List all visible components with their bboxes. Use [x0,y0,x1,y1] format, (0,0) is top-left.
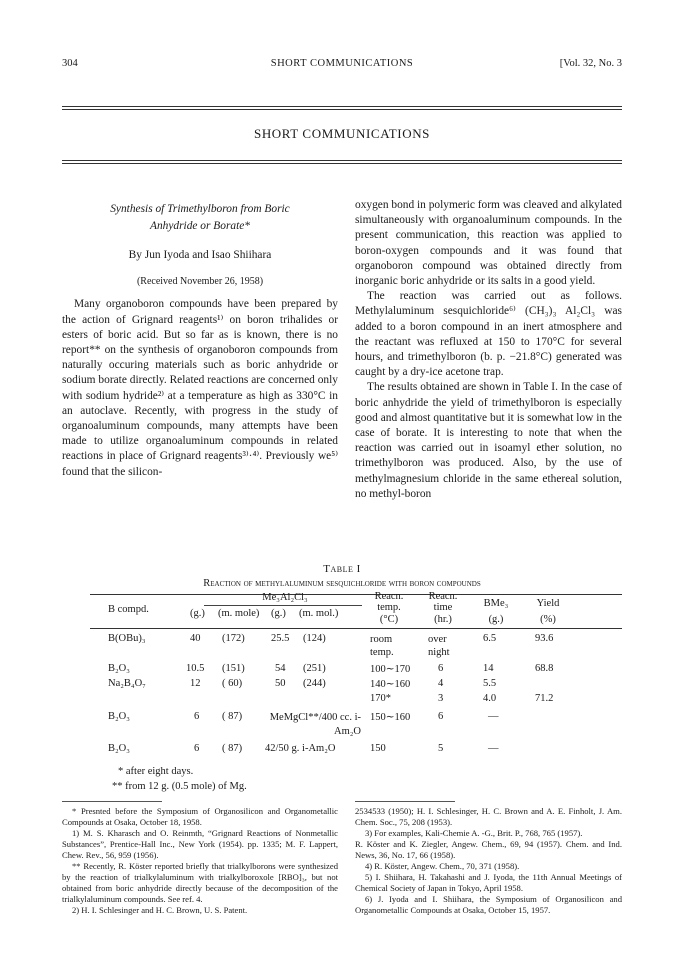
col-header-mmol: (m. mol.) [299,608,339,619]
body-paragraph: The results obtained are shown in Table I. In the case of boric anhydride the yield of trimethylboron is especially good and almost quantitative but it is somewhat low in the case of borate. It is interesting to note that when the reaction was carried out in isoamyl ether solution, no trimethylboron was produced. Also, by the use of methylmagnesium chloride in the same ethereal solution, no methyl-boron [355,381,622,500]
footnote-rule-left [62,801,162,802]
col-header-bme3: BMe₃ [483,598,509,609]
section-double-rule [62,160,622,164]
top-double-rule [62,106,622,110]
received-date: (Received November 26, 1958) [136,276,264,288]
col-header-yield-unit: (%) [540,614,556,625]
footnote: 4) R. Köster, Angew. Chem., 70, 371 (1958). [365,861,520,871]
volume-info: [Vol. 32, No. 3 [559,58,622,69]
col-header-compd: B compd. [108,604,149,615]
col-header-mmole: (m. mole) [218,608,260,619]
body-paragraph: Many organoboron compounds have been prepared by the action of Grignard reagents¹⁾ on boron trihalides or esters of boric acid. But so far as is known, there is no report** on the synthesis of organoboron compounds from naturally occuring materials such as boric anhydride or sodium borate directly. Related reactions are concerned only with sodium hydride²⁾ at a temperature as high as 330°C in an autoclave. Recently, with progress in the study of organoaluminum compounds, many attempts have been made to utilize organoaluminum compounds in related reactions in place of Grignard reagents³⁾·⁴⁾. Previously we⁵⁾ found that the silicon- [62,298,338,478]
body-paragraph: The reaction was carried out as follows. Methylaluminum sesquichloride⁶⁾ (CH₃)₃ Al₂Cl₃ was added to a boron compound in an inert atmosphere and the reactant was refluxed at 150 to 170°C for several hours, and trimethylboron (b. p. −21.8°C) generated was caught by a dry-ice acetone trap. [355,290,622,379]
footnote: 1) M. S. Kharasch and O. Reinmth, “Grignard Reactions of Nonmetallic Substances”, Prentice-Hall Inc., New York (1954). pp. 1335; M. F. Lappert, Chew. Rev., 56, 959 (1956). [62,828,338,860]
footnote: 5) I. Shiihara, H. Takahashi and J. Iyoda, the 11th Annual Meetings of Chemical Society of Japan in Tokyo, April 1958. [355,872,622,893]
col-header-yield: Yield [536,598,560,609]
page-number: 304 [62,58,78,69]
col-header-g1: (g.) [190,608,205,619]
col-header-temp: Reacn. temp. [374,591,404,613]
table-label: Table I [323,563,361,575]
footnote: R. Köster and K. Ziegler, Angew. Chem., 69, 94 (1957). Chem. and Ind. News, 36, No. 17, 66 (1958). [355,839,622,860]
col-header-time-unit: (hr.) [434,614,452,625]
article-authors: By Jun Iyoda and Isao Shiihara [128,249,272,261]
footnotes-left [62,806,338,916]
article-title: Synthesis of Trimethylboron from Boric Anhydride or Borate* [110,203,290,232]
col-header-g2: (g.) [271,608,286,619]
col-header-bme3-unit: (g.) [488,614,504,625]
left-column [62,201,338,480]
table-caption: Reaction of methylaluminum sesquichloride with boron compounds [203,578,481,589]
footnote: * Presnted before the Symposium of Organosilicon and Organometallic Compounds at Osaka, October 18, 1958. [62,806,338,827]
footnote: 6) J. Iyoda and I. Shiihara, the Symposium of Organosilicon and Organometallic Compounds at Osaka, October 15, 1957. [355,894,622,915]
section-title: SHORT COMMUNICATIONS [253,126,431,141]
footnote: ** Recently, R. Köster reported briefly that trialkylborons were synthesized by the reaction of trialkylaluminum with trialkylboroxole [RBO]₃, but not obtained from boric anhydride directly because of the decomposition of the trialkylaluminum compounds. See ref. 4. [62,861,338,904]
footnote: 3) For examples, Kali-Chemie A. -G., Brit. P., 768, 765 (1957). [365,828,583,838]
footnote: 2) H. I. Schlesinger and H. C. Brown, U. S. Patent. [72,905,248,915]
table-note: * after eight days. [118,766,194,777]
reagent-group-rule [204,605,362,606]
running-title: SHORT COMMUNICATIONS [270,58,414,69]
footnote-rule-right [355,801,455,802]
footnote: 2534533 (1950); H. I. Schlesinger, H. C. Brown and A. E. Finholt, J. Am. Chem. Soc., 75, 208 (1953). [355,806,622,827]
col-header-temp-unit: (°C) [379,614,399,625]
footnotes-right [355,806,622,916]
body-paragraph: oxygen bond in polymeric form was cleaved and alkylated simultaneously with organoaluminum compounds. In the present communication, this reaction was applied to boron-oxygen compounds and it was found that organoboron compound was obtained directly from inorganic boric anhydride or its salts in a good yield. [355,199,622,288]
table-note: ** from 12 g. (0.5 mole) of Mg. [112,781,247,792]
table-header-rule [90,628,622,629]
right-column [355,198,622,502]
col-header-reagent: Me₃Al₂Cl₃ [262,592,308,603]
page: 304 SHORT COMMUNICATIONS [Vol. 32, No. 3 SHORT COMMUNICATIONS Synthesis of Trimethylboron from Boric Anhydride or Borate* By Jun Iyoda and Isao Shiihara (Received November 26, 1958) Many organoboron compounds have been prepared by the action of Grignard reagents¹⁾ on boron trihalides or esters of boric acid. But so far as is known, there is no report** on the synthesis of organoboron compounds from naturally occuring materials such as boric anhydride or sodium borate directly. Related reactions are concerned only with sodium hydride²⁾ at a temperature as high as 330°C in an autoclave. Recently, with progress in the study of organoaluminum compounds, many attempts have been made to utilize organoaluminum compounds in related reactions in place of Grignard reagents³⁾·⁴⁾. Previously we⁵⁾ found that the silicon- oxygen bond in polymeric form was cleaved and alkylated simultaneously with organoaluminum compounds. In the present communication, this reaction was applied to boron-oxygen compounds and it was found that organoboron compound was obtained directly from inorganic boric anhydride or its salts in a good yield. The reaction was carried out as follows. Methylaluminum sesquichloride⁶⁾ (CH₃)₃ Al₂Cl₃ was added to a boron compound in an inert atmosphere and the reactant was refluxed at 150 to 170°C for several hours, and trimethylboron (b. p. −21.8°C) generated was caught by a dry-ice acetone trap. The results obtained are shown in Table I. In the case of boric anhydride the yield of trimethylboron is especially good and almost quantitative but it is somewhat low in the case of borate. It is interesting to note that when the reaction was carried out in isoamyl ether solution, no trimethylboron was produced. Also, by the use of methylmagnesium chloride in the same ethereal solution, no methyl-boron Table I Reaction of methylaluminum sesquichloride with boron compounds B compd. Me₃Al₂Cl₃ (g.) (m. mole) (g.) (m. mol.) Reacn. temp. (°C) Reacn. time (hr.) BMe₃ (g.) Yield (%) B(OBu)₃ 40 (172) 25.5 (124) room temp. over night 6.5 93.6 B₂O₃ 10.5 (151) 54 (251) 100∼170 6 14 68.8 Na₂B₄O₇ 12 ( 60) 50 (244) 140∼160 4 5.5 170* 3 4.0 71.2 B₂O₃ 6 ( 87) MeMgCl**/400 cc. i-Am₂O 150∼160 6 — B₂O₃ 6 ( 87) 42/50 g. i-Am₂O 150 5 — * after eight days. ** from 12 g. (0.5 mole) of Mg. * Presnted before the Symposium of Organosilicon and Organometallic Compounds at Osaka, October 18, 1958. 1) M. S. Kharasch and O. Reinmth, “Grignard Reactions of Nonmetallic Substances”, Prentice-Hall Inc., New York (1954). pp. 1335; M. F. Lappert, Chew. Rev., 56, 959 (1956). ** Recently, R. Köster reported briefly that trialkylborons were synthesized by the reaction of trialkylaluminum with trialkylboroxole [RBO]₃, but not obtained from boric anhydride directly because of the decomposition of the trialkylaluminum compounds. See ref. 4. 2) H. I. Schlesinger and H. C. Brown, U. S. Patent. 2534533 (1950); H. I. Schlesinger, H. C. Brown and A. E. Finholt, J. Am. Chem. Soc., 75, 208 (1953). 3) For examples, Kali-Chemie A. -G., Brit. P., 768, 765 (1957). R. Köster and K. Ziegler, Angew. Chem., 69, 94 (1957). Chem. and Ind. News, 36, No. 17, 66 (1958). 4) R. Köster, Angew. Chem., 70, 371 (1958). 5) I. Shiihara, H. Takahashi and J. Iyoda, the 11th Annual Meetings of Chemical Society of Japan in Tokyo, April 1958. 6) J. Iyoda and I. Shiihara, the Symposium of Organosilicon and Organometallic Compounds at Osaka, October 15, 1957. [62,58,622,915]
col-header-time: Reacn. time [428,591,458,613]
